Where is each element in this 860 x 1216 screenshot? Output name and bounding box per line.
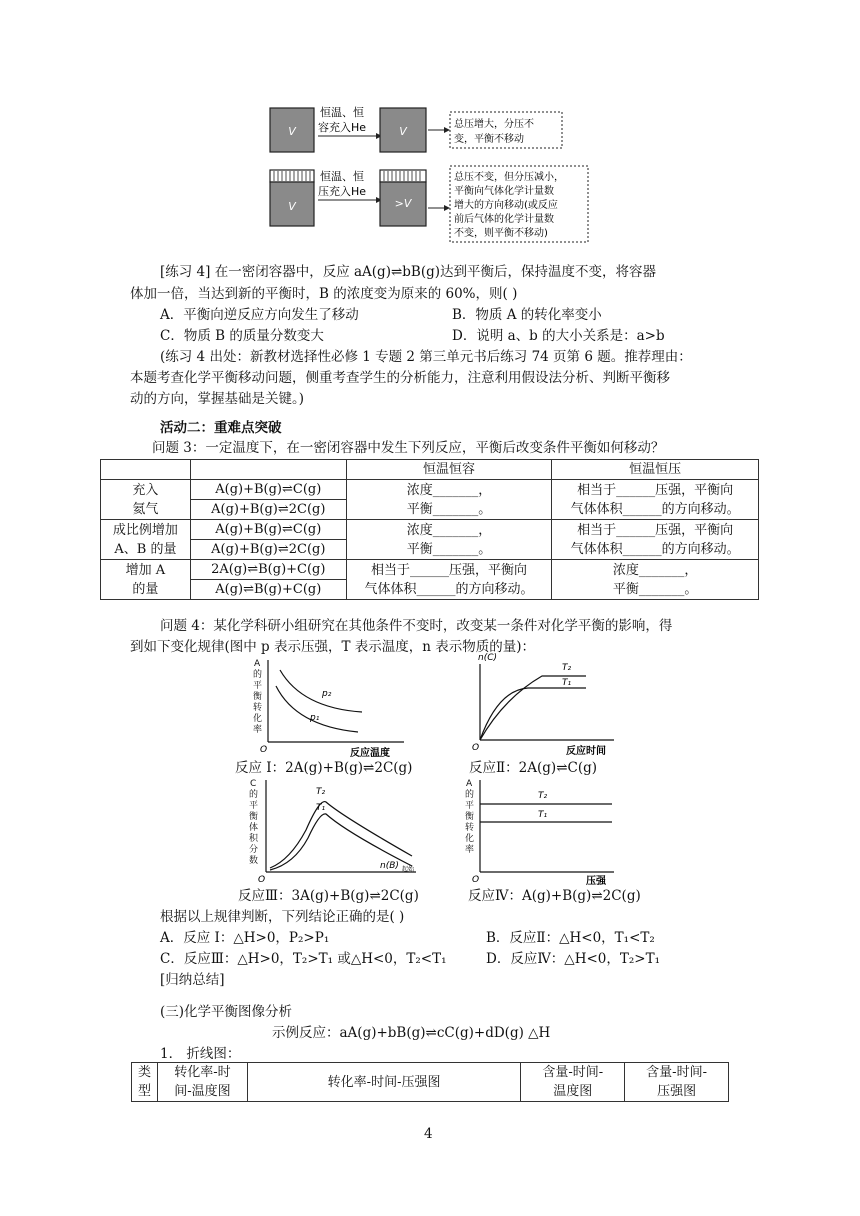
- svg-text:率: 率: [465, 845, 475, 855]
- svg-text:O: O: [472, 875, 480, 885]
- page-number: 4: [424, 1126, 433, 1142]
- svg-text:平: 平: [249, 801, 259, 811]
- section3-item1: 1． 折线图：: [160, 1046, 241, 1062]
- question3-table: [100, 459, 759, 600]
- section3-title: (三)化学平衡图像分析: [160, 1004, 293, 1020]
- reaction-cell: A(g)+B(g)⇌C(g): [190, 520, 346, 540]
- type-content-time-temp: 含量-时间- 温度图: [521, 1063, 625, 1102]
- svg-text:反应时间: 反应时间: [566, 746, 606, 757]
- type-header: 类 型: [132, 1063, 158, 1102]
- svg-text:衡: 衡: [465, 812, 475, 822]
- svg-text:p₂: p₂: [322, 689, 332, 699]
- header-const-volume: 恒温恒容: [346, 460, 552, 480]
- svg-text:V: V: [288, 200, 296, 213]
- exercise4-note-line2: 本题考查化学平衡移动问题，侧重考查学生的分析能力，注意利用假设法分析、判断平衡移: [130, 370, 670, 386]
- svg-text:O: O: [260, 745, 268, 755]
- exercise4-option-c: C．物质 B 的质量分数变大: [160, 328, 324, 344]
- svg-text:的: 的: [465, 790, 475, 800]
- question4-ask: 根据以上规律判断，下列结论正确的是( ): [160, 909, 405, 925]
- svg-text:n(B): n(B): [380, 861, 399, 871]
- exercise4-option-a: A．平衡向逆反应方向发生了移动: [160, 307, 359, 323]
- svg-text:变，平衡不移动: 变，平衡不移动: [454, 134, 524, 145]
- svg-text:容充入He: 容充入He: [318, 121, 367, 134]
- svg-text:积: 积: [249, 834, 259, 844]
- caption-reaction-2: 反应Ⅱ：2A(g)⇌C(g): [469, 760, 598, 776]
- svg-text:压充入He: 压充入He: [318, 185, 367, 198]
- exercise4-note-line3: 动的方向，掌握基础是关键。): [130, 391, 305, 407]
- svg-text:平衡向气体化学计量数: 平衡向气体化学计量数: [454, 186, 554, 197]
- exercise4-stem-line2: 体加一倍，当达到新的平衡时，B 的浓度变为原来的 60%，则( ): [130, 286, 518, 302]
- graph-reaction-3: [246, 776, 432, 886]
- svg-text:体: 体: [249, 823, 259, 833]
- svg-text:化: 化: [253, 714, 263, 724]
- exercise4-option-d: D．说明 a、b 的大小关系是：a>b: [452, 328, 665, 344]
- svg-text:V: V: [399, 125, 407, 138]
- question4-line1: 问题 4：某化学科研小组研究在其他条件不变时，改变某一条件对化学平衡的影响，得: [160, 618, 673, 634]
- caption-reaction-1: 反应 I：2A(g)+B(g)⇌2C(g): [235, 760, 413, 776]
- row-label-helium: 充入 氦气: [101, 480, 191, 520]
- svg-text:n(C): n(C): [478, 653, 498, 663]
- graph-reaction-4: [462, 776, 622, 886]
- header-const-pressure: 恒温恒压: [552, 460, 759, 480]
- question4-option-d: D．反应Ⅳ：△H<0，T₂>T₁: [486, 951, 661, 967]
- reaction-cell: A(g)⇌B(g)+C(g): [190, 580, 346, 600]
- he-charging-figure: [268, 98, 598, 244]
- answer-cell: 相当于______压强，平衡向 气体体积______的方向移动。: [552, 520, 759, 560]
- graph-reaction-1: [250, 656, 410, 760]
- row-label-proportional: 成比例增加 A、B 的量: [101, 520, 191, 560]
- svg-text:平: 平: [465, 801, 475, 811]
- summary-label: [归纳总结]: [160, 972, 225, 988]
- svg-text:平: 平: [253, 681, 263, 691]
- svg-text:衡: 衡: [253, 692, 263, 702]
- svg-text:化: 化: [465, 834, 475, 844]
- svg-text:T₁: T₁: [562, 678, 572, 688]
- svg-text:的: 的: [253, 670, 263, 680]
- svg-text:前后气体的化学计量数: 前后气体的化学计量数: [454, 214, 554, 225]
- reaction-cell: 2A(g)⇌B(g)+C(g): [190, 560, 346, 580]
- type-conv-time-temp: 转化率-时 间-温度图: [157, 1063, 247, 1102]
- exercise4-note-line1: (练习 4 出处：新教材选择性必修 1 专题 2 第三单元书后练习 74 页第 6 题。推荐理由：: [160, 349, 692, 365]
- svg-text:p₁: p₁: [310, 713, 320, 723]
- answer-cell: 浓度_______， 平衡_______。: [346, 480, 552, 520]
- graph-reaction-2: [468, 648, 618, 760]
- answer-cell: 浓度_______， 平衡_______。: [346, 520, 552, 560]
- svg-text:T₂: T₂: [538, 791, 548, 801]
- svg-text:总压增大，分压不: 总压增大，分压不: [454, 119, 534, 130]
- line-chart-types-table: [131, 1062, 729, 1102]
- svg-text:恒温、恒: 恒温、恒: [320, 106, 364, 119]
- svg-text:C: C: [250, 779, 257, 789]
- svg-text:反应温度: 反应温度: [350, 748, 390, 759]
- svg-text:增大的方向移动(或反应: 增大的方向移动(或反应: [454, 200, 558, 211]
- svg-text:分: 分: [249, 845, 259, 855]
- svg-text:的: 的: [249, 790, 259, 800]
- svg-text:>V: >V: [394, 197, 412, 210]
- svg-text:A: A: [466, 779, 473, 789]
- svg-text:总压不变，但分压减小，: 总压不变，但分压减小，: [454, 172, 564, 183]
- svg-text:T₁: T₁: [538, 810, 548, 820]
- question4-option-c: C．反应Ⅲ：△H>0，T₂>T₁ 或△H<0，T₂<T₁: [160, 951, 447, 967]
- question3-text: 问题 3：一定温度下，在一密闭容器中发生下列反应，平衡后改变条件平衡如何移动？: [152, 440, 665, 456]
- activity2-title: 活动二：重难点突破: [160, 420, 282, 436]
- svg-text:压强: 压强: [586, 876, 606, 886]
- question4-line2: 到如下变化规律(图中 p 表示压强，T 表示温度，n 表示物质的量)：: [130, 639, 536, 655]
- svg-text:转: 转: [465, 823, 475, 833]
- type-content-time-pressure: 含量-时间- 压强图: [625, 1063, 729, 1102]
- svg-text:不变，则平衡不移动): 不变，则平衡不移动): [454, 228, 548, 239]
- svg-text:V: V: [288, 125, 296, 138]
- svg-text:O: O: [472, 743, 480, 753]
- question4-option-b: B．反应Ⅱ：△H<0，T₁<T₂: [486, 930, 655, 946]
- svg-text:恒温、恒: 恒温、恒: [320, 170, 364, 183]
- svg-text:T₁: T₁: [316, 803, 326, 813]
- caption-reaction-4: 反应Ⅳ：A(g)+B(g)⇌2C(g): [468, 888, 641, 904]
- svg-text:数: 数: [249, 856, 259, 866]
- answer-cell: 相当于______压强，平衡向 气体体积______的方向移动。: [346, 560, 552, 600]
- svg-text:T₂: T₂: [316, 787, 326, 797]
- svg-text:O: O: [258, 875, 266, 885]
- answer-cell: 浓度_______， 平衡_______。: [552, 560, 759, 600]
- svg-text:率: 率: [253, 725, 263, 735]
- reaction-cell: A(g)+B(g)⇌2C(g): [190, 540, 346, 560]
- row-label-increase-a: 增加 A 的量: [101, 560, 191, 600]
- exercise4-option-b: B．物质 A 的转化率变小: [452, 307, 602, 323]
- caption-reaction-3: 反应Ⅲ：3A(g)+B(g)⇌2C(g): [238, 888, 419, 904]
- answer-cell: 相当于______压强，平衡向 气体体积______的方向移动。: [552, 480, 759, 520]
- question4-option-a: A．反应 I：△H>0，P₂>P₁: [160, 930, 330, 946]
- svg-text:转: 转: [253, 703, 263, 713]
- svg-text:T₂: T₂: [562, 663, 572, 673]
- type-conv-time-pressure: 转化率-时间-压强图: [247, 1063, 520, 1102]
- exercise4-stem-line1: [练习 4] 在一密闭容器中，反应 aA(g)⇌bB(g)达到平衡后，保持温度不变，将容器: [160, 264, 657, 280]
- svg-text:A: A: [254, 659, 261, 669]
- reaction-cell: A(g)+B(g)⇌2C(g): [190, 500, 346, 520]
- section3-example: 示例反应：aA(g)+bB(g)⇌cC(g)+dD(g) △H: [272, 1025, 551, 1041]
- svg-text:衡: 衡: [249, 812, 259, 822]
- svg-text:起始: 起始: [402, 866, 415, 873]
- reaction-cell: A(g)+B(g)⇌C(g): [190, 480, 346, 500]
